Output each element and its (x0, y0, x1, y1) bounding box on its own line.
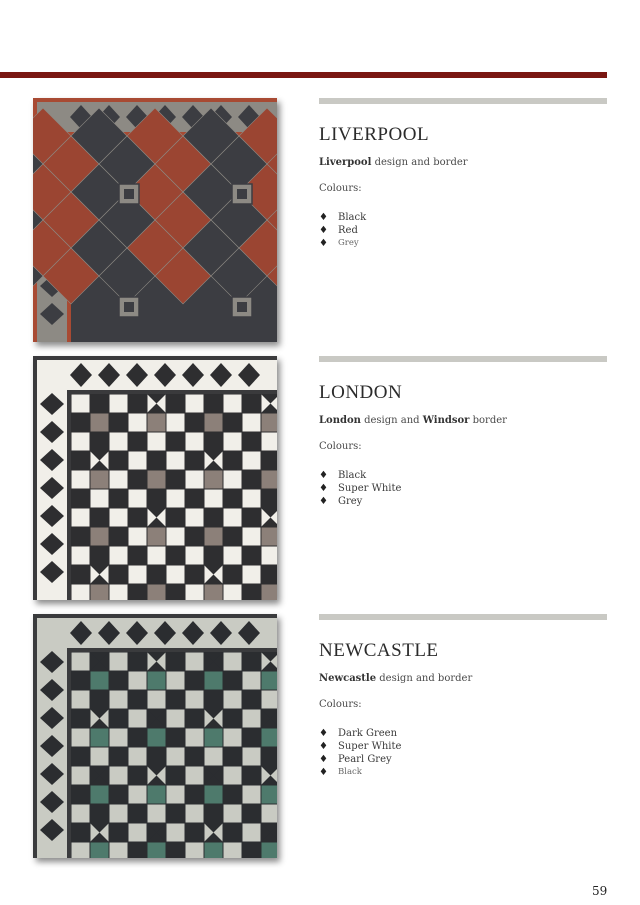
colour-item: ♦ Super White (319, 741, 402, 752)
colour-list (319, 727, 607, 779)
london-tile-image (33, 356, 277, 600)
section-title: LONDON (319, 382, 403, 403)
newcastle-tile-image (33, 614, 277, 858)
colour-item: ♦ Red (319, 225, 358, 236)
diamond-bullet-icon: ♦ (319, 225, 328, 236)
diamond-bullet-icon: ♦ (319, 470, 328, 481)
header-rule (0, 72, 607, 78)
section-rule (319, 356, 607, 362)
colour-item: ♦ Dark Green (319, 728, 398, 739)
colour-list (319, 211, 607, 250)
diamond-bullet-icon: ♦ (319, 212, 328, 223)
colour-item: ♦ Grey (319, 238, 359, 249)
colour-item: ♦ Super White (319, 483, 402, 494)
section-newcastle (0, 614, 640, 864)
diamond-bullet-icon: ♦ (319, 238, 328, 249)
diamond-bullet-icon: ♦ (319, 741, 328, 752)
london-info (319, 356, 607, 508)
colour-item: ♦ Black (319, 470, 367, 481)
section-description: Newcastle design and border (319, 673, 473, 684)
section-rule (319, 614, 607, 620)
colour-item: ♦ Grey (319, 496, 363, 507)
newcastle-info (319, 614, 607, 779)
colour-list (319, 469, 607, 508)
section-description: London design and Windsor border (319, 415, 507, 426)
diamond-bullet-icon: ♦ (319, 483, 328, 494)
diamond-bullet-icon: ♦ (319, 728, 328, 739)
colours-label: Colours: (319, 441, 362, 452)
colour-item: ♦ Black (319, 767, 362, 778)
colours-label: Colours: (319, 183, 362, 194)
section-description: Liverpool design and border (319, 157, 468, 168)
section-rule (319, 98, 607, 104)
diamond-bullet-icon: ♦ (319, 767, 328, 778)
section-title: NEWCASTLE (319, 640, 439, 661)
liverpool-info (319, 98, 607, 250)
diamond-bullet-icon: ♦ (319, 496, 328, 507)
section-london (0, 356, 640, 606)
colour-item: ♦ Pearl Grey (319, 754, 392, 765)
page-number: 59 (592, 884, 608, 898)
section-title: LIVERPOOL (319, 124, 430, 145)
colours-label: Colours: (319, 699, 362, 710)
colour-item: ♦ Black (319, 212, 367, 223)
section-liverpool (0, 98, 640, 348)
diamond-bullet-icon: ♦ (319, 754, 328, 765)
liverpool-tile-image (33, 98, 277, 342)
